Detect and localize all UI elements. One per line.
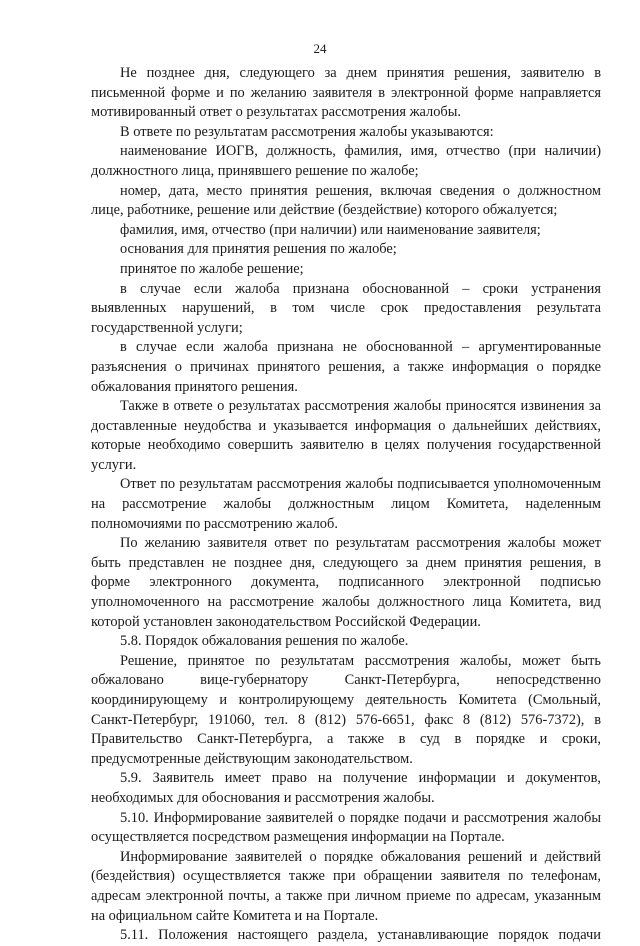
paragraph-electronic-response: По желанию заявителя ответ по результатам рассмотрения жалобы может быть представлен не позднее дня, следующего за днем принятия решения, в форме электронного документа, подписанного электронной подписью уполномоченного на рассмотрение жалобы должностного лица Комитета, вид которой установлен законодательством Российской Федерации.	[91, 535, 601, 630]
section-heading-5-8: 5.8. Порядок обжалования решения по жалобе.	[120, 633, 409, 650]
section-5-9: 5.9. Заявитель имеет право на получение информации и документов, необходимых для обоснования и рассмотрения жалобы.	[91, 770, 601, 806]
list-item-agency-name: наименование ИОГВ, должность, фамилия, имя, отчество (при наличии) должностного лица, принявшего решение по жалобе;	[91, 143, 601, 179]
page-number: 24	[313, 41, 327, 56]
document-body	[91, 64, 601, 946]
list-item-unjustified-complaint: в случае если жалоба признана не обоснованной – аргументированные разъяснения о причинах принятого решения, а также информация о порядке обжалования принятого решения.	[91, 339, 601, 395]
section-5-10: 5.10. Информирование заявителей о порядке подачи и рассмотрения жалобы осуществляется посредством размещения информации на Портале.	[91, 809, 601, 846]
section-5-11: 5.11. Положения настоящего раздела, устанавливающие порядок подачи	[120, 927, 601, 944]
list-item-decision-grounds: основания для принятия решения по жалобе;	[120, 241, 397, 258]
list-item-decision-details: номер, дата, место принятия решения, включая сведения о должностном лице, работнике, решение или действие (бездействие) которого обжалуется;	[91, 182, 601, 219]
paragraph-response-signing: Ответ по результатам рассмотрения жалобы подписывается уполномоченным на рассмотрение жалобы должностным лицом Комитета, наделенным полномочиями по рассмотрению жалоб.	[91, 476, 601, 532]
paragraph-response-contents-intro: В ответе по результатам рассмотрения жалобы указываются:	[120, 123, 494, 140]
paragraph-appeal-procedure: Решение, принятое по результатам рассмотрения жалобы, может быть обжаловано вице-губернатору Санкт-Петербурга, непосредственно координирующему и контролирующему деятельность Комитета (Смольный, Санкт-Петербург, 191060, тел. 8 (812) 576-6651, факс 8 (812) 576-7372), в Правительство Санкт-Петербурга, а также в суд в порядке и сроки, предусмотренные действующим законодательством.	[91, 652, 601, 767]
list-item-applicant-name: фамилия, имя, отчество (при наличии) или наименование заявителя;	[120, 221, 541, 238]
paragraph-response-deadline: Не позднее дня, следующего за днем принятия решения, заявителю в письменной форме и по желанию заявителя в электронной форме направляется мотивированный ответ о результатах рассмотрения жалобы.	[91, 65, 601, 121]
paragraph-apology: Также в ответе о результатах рассмотрения жалобы приносятся извинения за доставленные неудобства и указывается информация о дальнейших действиях, которые необходимо совершить заявителю в целях получения государственной услуги.	[91, 398, 601, 473]
list-item-decision: принятое по жалобе решение;	[120, 260, 304, 277]
list-item-justified-complaint: в случае если жалоба признана обоснованной – сроки устранения выявленных нарушений, в том числе срок предоставления результата государственной услуги;	[91, 280, 601, 336]
paragraph-informing-applicants: Информирование заявителей о порядке обжалования решений и действий (бездействия) осуществляется также при обращении заявителя по телефонам, адресам электронной почты, а также при личном приеме по адресам, указанным на официальном сайте Комитета и на Портале.	[91, 848, 601, 924]
